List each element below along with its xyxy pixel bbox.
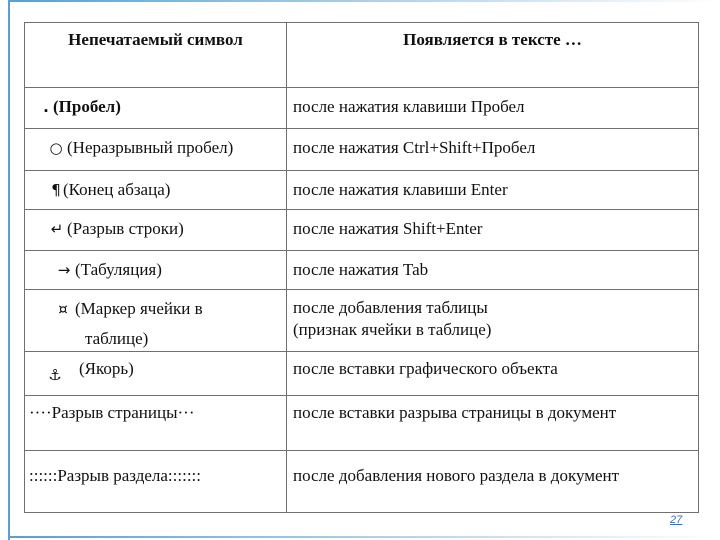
appears-cell: после нажатия Tab [287,251,699,290]
symbol-cell: ¶ (Конец абзаца) [25,171,287,210]
anchor-icon: ⚓ [48,366,62,384]
appears-cell: после вставки разрыва страницы в документ [287,396,699,451]
appears-cell: после нажатия клавиши Пробел [287,88,699,129]
nonbreaking-space-icon: ○ [49,139,63,157]
nonprinting-symbols-table [24,22,699,513]
table-header-row [25,23,699,88]
header-col-appears: Появляется в тексте … [287,23,699,88]
line-break-icon: ↵ [50,220,64,238]
symbol-cell [25,451,287,513]
table-row [25,352,699,396]
tab-arrow-icon: → [57,261,71,279]
appears-cell: после нажатия Shift+Enter [287,210,699,251]
table-row [25,88,699,129]
page-number: 27 [670,514,683,526]
table-row [25,171,699,210]
section-break-label: ::::::Разрыв раздела::::::: [29,466,201,485]
frame-left-line [8,0,10,540]
appears-cell: после нажатия клавиши Enter [287,171,699,210]
symbol-cell: ○ (Неразрывный пробел) [25,129,287,171]
frame-bottom-line [8,536,720,538]
page-break-label: ····Разрыв страницы··· [29,403,195,422]
space-dot-icon: . [43,98,49,116]
table-row [25,396,699,451]
symbol-cell: . (Пробел) [25,88,287,129]
symbol-cell: ↵ (Разрыв строки) [25,210,287,251]
symbol-cell: ⚓ (Якорь) [25,352,287,396]
appears-cell: после нажатия Ctrl+Shift+Пробел [287,129,699,171]
symbol-cell: → (Табуляция) [25,251,287,290]
table-row [25,210,699,251]
cell-marker-icon: ¤ [58,300,68,318]
pilcrow-icon: ¶ [51,181,61,199]
symbol-cell: ¤ (Маркер ячейки в таблице) [25,290,287,352]
frame-top-line [8,0,720,2]
table-row [25,451,699,513]
table-row [25,290,699,352]
table-row [25,251,699,290]
appears-cell: после добавления нового раздела в документ [287,451,699,513]
header-col-symbol: Непечатаемый символ [25,23,287,88]
table-row [25,129,699,171]
appears-cell: после добавления таблицы (признак ячейки в таблице) [287,290,699,352]
appears-cell: после вставки графического объекта [287,352,699,396]
symbol-cell [25,396,287,451]
